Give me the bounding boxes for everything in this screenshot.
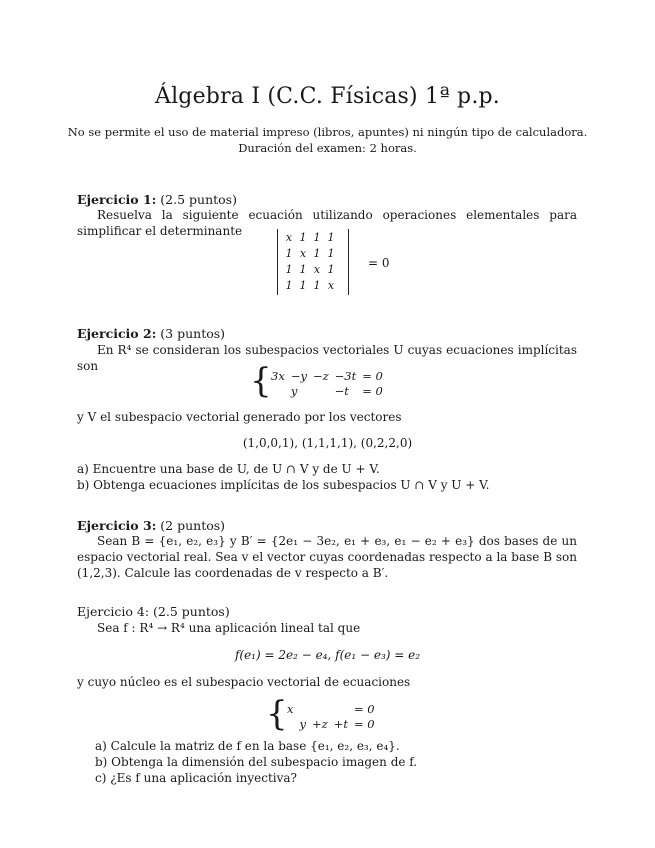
exercise-4-part-a: a) Calcule la matriz de f en la base {e₁, e₂, e₃, e₄}.	[95, 739, 400, 753]
matrix-cell: x	[313, 262, 321, 276]
equation-term: = 0	[362, 383, 383, 398]
exercise-2-heading	[77, 326, 225, 341]
equation-row	[268, 383, 386, 398]
equation-term	[309, 701, 331, 716]
matrix-cell: x	[327, 278, 335, 292]
equation-term: −t	[334, 383, 349, 398]
matrix-cell: x	[299, 246, 307, 260]
equation-term: 3x	[271, 368, 285, 383]
equation-row	[268, 368, 386, 383]
matrix-cell: x	[285, 230, 293, 244]
system-u-equations	[268, 368, 386, 398]
equation-term	[331, 701, 351, 716]
equation-term: y	[299, 716, 306, 731]
matrix-row	[282, 245, 338, 261]
equation-row	[284, 716, 378, 731]
exercise-2-statement: En R⁴ se consideran los subespacios vectoriales U cuyas ecuaciones implícitas son	[77, 343, 577, 373]
matrix-cell: 1	[313, 278, 321, 292]
exercise-3-heading	[77, 518, 225, 533]
matrix-cell: 1	[285, 246, 293, 260]
exercise-2-span-text: y V el subespacio vectorial generado por los vectores	[77, 410, 402, 424]
exercise-3-points: (2 puntos)	[160, 518, 226, 533]
exercise-1-points: (2.5 puntos)	[160, 192, 237, 207]
system-kernel-brace: {	[266, 694, 288, 734]
equation-term	[284, 716, 297, 731]
exercise-2-part-b: b) Obtenga ecuaciones implícitas de los subespacios U ∩ V y U + V.	[77, 478, 490, 492]
equation-term: y	[290, 383, 298, 398]
equation-term: +t	[333, 716, 348, 731]
matrix-row	[282, 261, 338, 277]
exercise-1-statement: Resuelva la siguiente ecuación utilizando operaciones elementales para simplificar el determinante	[77, 208, 577, 238]
matrix-cell: 1	[299, 262, 307, 276]
matrix-cell: 1	[299, 230, 307, 244]
exercise-4-label: Ejercicio 4:	[77, 604, 150, 619]
equation-term: = 0	[353, 716, 375, 731]
equation-term: x	[287, 701, 294, 716]
equation-term: −3t	[334, 368, 357, 383]
exercise-3-statement: Sean B = {e₁, e₂, e₃} y B′ = {2e₁ − 3e₂, e₁ + e₃, e₁ − e₂ + e₃} dos bases de un espacio vectorial real. Sea v el vector cuyas coordenadas respecto a la base B son (1,2,3). Calcule las coordenadas de v respecto a B′.	[77, 534, 577, 580]
equation-row	[284, 701, 378, 716]
equation-term	[268, 383, 288, 398]
matrix-cell: 1	[285, 262, 293, 276]
exercise-3-label: Ejercicio 3:	[77, 518, 157, 533]
matrix-cell: 1	[327, 230, 335, 244]
determinant-rhs: = 0	[368, 256, 390, 270]
linear-map-formula: f(e₁) = 2e₂ − e₄, f(e₁ − e₃) = e₂	[234, 648, 421, 662]
exercise-4-kernel-text: y cuyo núcleo es el subespacio vectorial de ecuaciones	[77, 675, 411, 689]
equation-term: −z	[312, 368, 329, 383]
system-u-brace: {	[250, 361, 272, 401]
exercise-1-heading	[77, 192, 237, 207]
matrix-cell: 1	[285, 278, 293, 292]
exercise-4-statement: Sea f : R⁴ → R⁴ una aplicación lineal tal que	[97, 621, 361, 635]
determinant-matrix	[277, 229, 349, 295]
exercise-2-part-a: a) Encuentre una base de U, de U ∩ V y de U + V.	[77, 462, 380, 476]
equation-term: +z	[312, 716, 328, 731]
system-kernel-equations	[284, 701, 378, 731]
exercise-1-label: Ejercicio 1:	[77, 192, 157, 207]
exercise-2-label: Ejercicio 2:	[77, 326, 157, 341]
exam-note-materials: No se permite el uso de material impreso (libros, apuntes) ni ningún tipo de calculadora.	[67, 125, 588, 139]
equation-term	[297, 701, 310, 716]
equation-term	[310, 383, 332, 398]
matrix-cell: 1	[313, 230, 321, 244]
matrix-cell: 1	[299, 278, 307, 292]
matrix-cell: 1	[327, 262, 335, 276]
equation-term: = 0	[362, 368, 383, 383]
matrix-cell: 1	[327, 246, 335, 260]
exam-title: Álgebra I (C.C. Físicas) 1ª p.p.	[154, 84, 500, 109]
equation-term: −y	[290, 368, 307, 383]
exercise-4-heading	[77, 604, 230, 619]
exam-note-duration: Duración del examen: 2 horas.	[238, 141, 417, 155]
exercise-4-part-b: b) Obtenga la dimensión del subespacio imagen de f.	[95, 755, 418, 769]
exercise-2-points: (3 puntos)	[160, 326, 226, 341]
determinant-table	[282, 229, 338, 293]
matrix-row	[282, 277, 338, 293]
generator-vectors: (1,0,0,1), (1,1,1,1), (0,2,2,0)	[242, 436, 413, 450]
exercise-4-part-c: c) ¿Es f una aplicación inyectiva?	[95, 771, 297, 785]
exercise-4-points: (2.5 puntos)	[153, 604, 230, 619]
equation-term: = 0	[353, 701, 375, 716]
matrix-row	[282, 229, 338, 245]
matrix-cell: 1	[313, 246, 321, 260]
